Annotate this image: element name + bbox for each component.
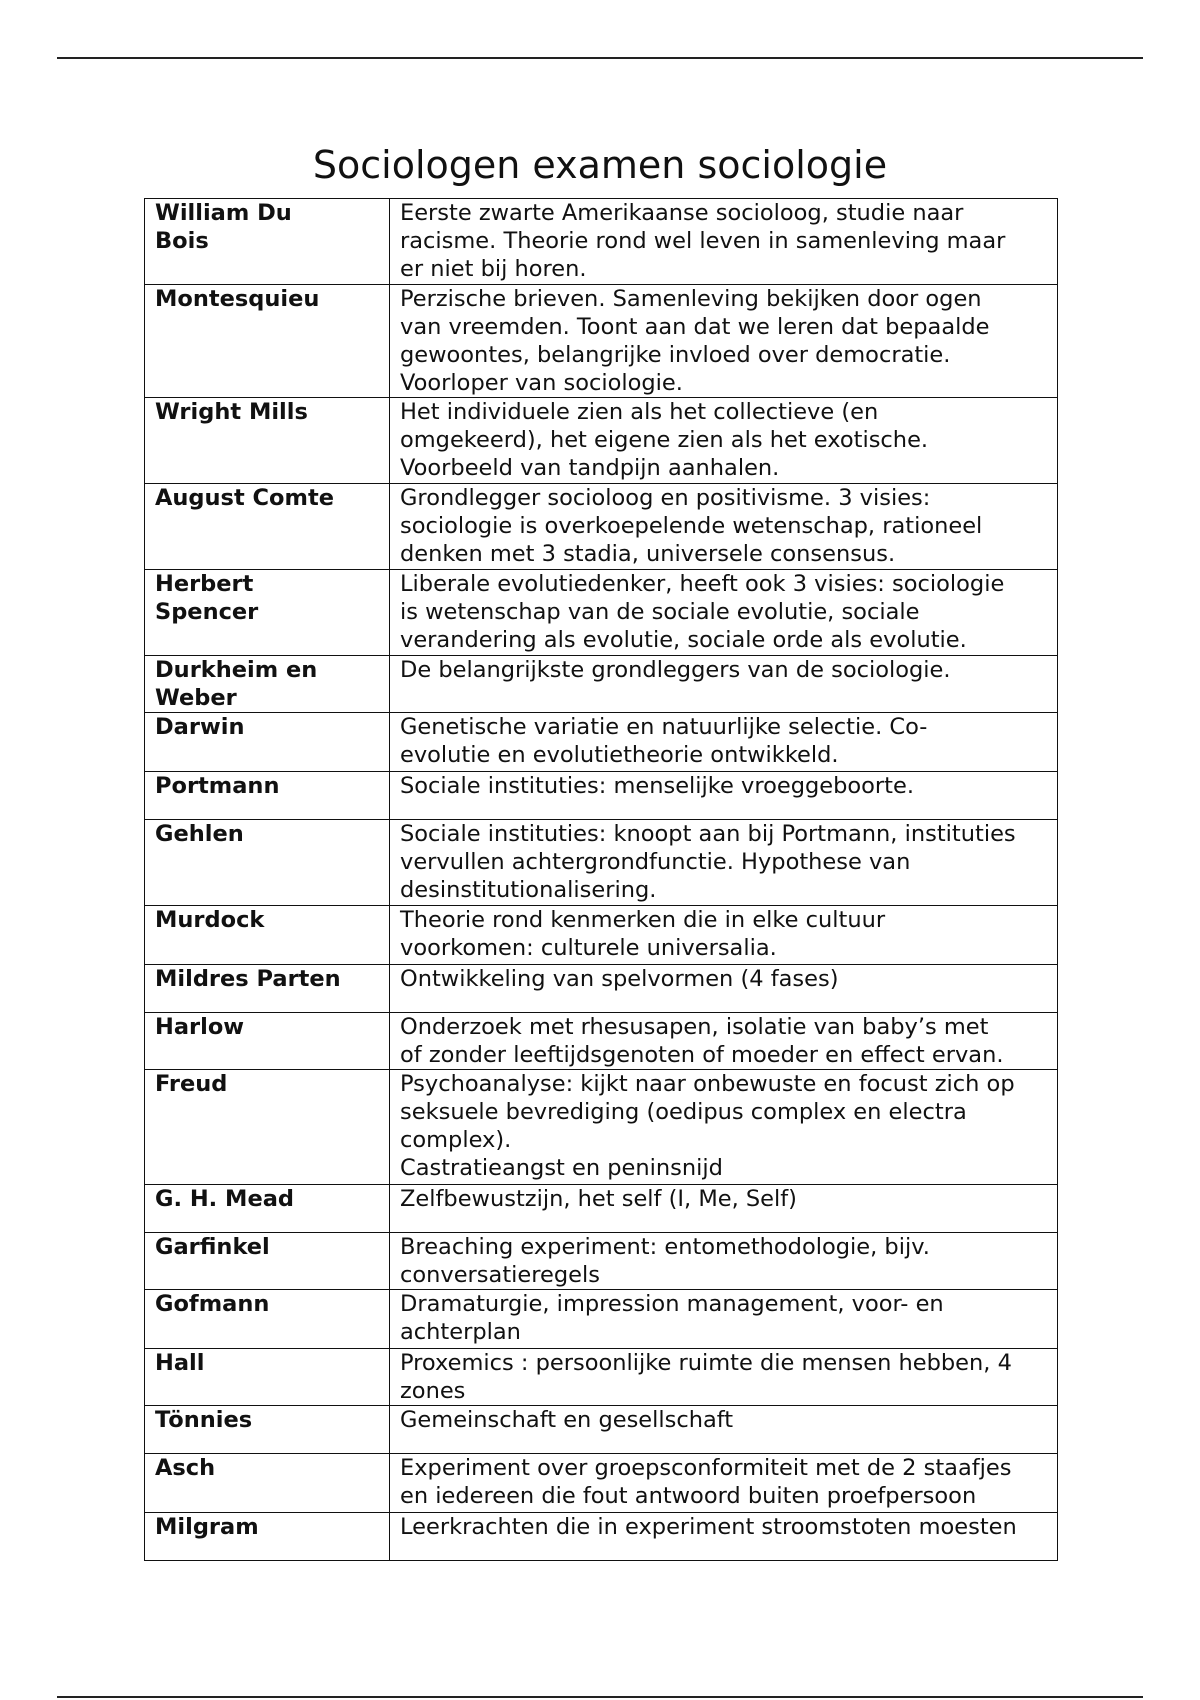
table-row bbox=[145, 713, 1058, 772]
sociologist-name: Murdock bbox=[155, 907, 265, 933]
table-row bbox=[145, 1290, 1058, 1349]
table-row bbox=[145, 570, 1058, 656]
sociologist-description-cell bbox=[390, 1013, 1058, 1070]
sociologist-description: Voorbeeld van tandpijn aanhalen. bbox=[400, 455, 780, 481]
sociologist-name-cell bbox=[145, 713, 390, 772]
sociologist-description: Het individuele zien als het collectieve (en bbox=[400, 399, 879, 425]
sociologist-name-cell bbox=[145, 1070, 390, 1185]
sociologist-name-cell bbox=[145, 1013, 390, 1070]
sociologist-description: complex). bbox=[400, 1127, 512, 1153]
sociologist-description: gewoontes, belangrijke invloed over democratie. bbox=[400, 342, 951, 368]
table-row bbox=[145, 772, 1058, 820]
sociologist-description-cell bbox=[390, 1454, 1058, 1513]
sociologist-description: of zonder leeftijdsgenoten of moeder en effect ervan. bbox=[400, 1042, 1004, 1068]
sociologist-name: G. H. Mead bbox=[155, 1186, 294, 1212]
sociologist-description: Onderzoek met rhesusapen, isolatie van baby’s met bbox=[400, 1014, 989, 1040]
sociologist-description: evolutie en evolutietheorie ontwikkeld. bbox=[400, 742, 839, 768]
sociologist-name-cell bbox=[145, 570, 390, 656]
sociologist-name: Gehlen bbox=[155, 821, 244, 847]
sociologist-description: racisme. Theorie rond wel leven in samenleving maar bbox=[400, 228, 1006, 254]
sociologist-description: Dramaturgie, impression management, voor- en bbox=[400, 1291, 944, 1317]
sociologist-name: Gofmann bbox=[155, 1291, 270, 1317]
sociologist-description-cell bbox=[390, 965, 1058, 1013]
sociologist-description-cell bbox=[390, 285, 1058, 398]
sociologist-name-cell bbox=[145, 199, 390, 285]
sociologist-description-cell bbox=[390, 772, 1058, 820]
sociologist-name-cell bbox=[145, 285, 390, 398]
sociologist-name: Spencer bbox=[155, 599, 259, 625]
sociologist-description: is wetenschap van de sociale evolutie, sociale bbox=[400, 599, 920, 625]
sociologist-description-cell bbox=[390, 1185, 1058, 1233]
footer-rule bbox=[57, 1696, 1143, 1698]
table-row bbox=[145, 656, 1058, 713]
sociologist-description: Grondlegger socioloog en positivisme. 3 visies: bbox=[400, 485, 931, 511]
sociologist-description: en iedereen die fout antwoord buiten proefpersoon bbox=[400, 1483, 977, 1509]
sociologist-description-cell bbox=[390, 906, 1058, 965]
sociologist-description-cell bbox=[390, 1349, 1058, 1406]
table-row bbox=[145, 1454, 1058, 1513]
sociologist-description: vervullen achtergrondfunctie. Hypothese van bbox=[400, 849, 911, 875]
sociologist-name-cell bbox=[145, 1185, 390, 1233]
sociologist-description-cell bbox=[390, 820, 1058, 906]
sociologist-name-cell bbox=[145, 965, 390, 1013]
sociologist-description: Proxemics : persoonlijke ruimte die mensen hebben, 4 bbox=[400, 1350, 1012, 1376]
sociologist-description: van vreemden. Toont aan dat we leren dat bepaalde bbox=[400, 314, 990, 340]
sociologist-description: Genetische variatie en natuurlijke selectie. Co- bbox=[400, 714, 928, 740]
sociologist-description: Ontwikkeling van spelvormen (4 fases) bbox=[400, 966, 839, 992]
sociologist-description: conversatieregels bbox=[400, 1262, 600, 1288]
table-row bbox=[145, 398, 1058, 484]
sociologist-name: Freud bbox=[155, 1071, 228, 1097]
sociologist-description: Leerkrachten die in experiment stroomstoten moesten bbox=[400, 1514, 1017, 1540]
table-row bbox=[145, 199, 1058, 285]
sociologist-description: De belangrijkste grondleggers van de sociologie. bbox=[400, 657, 951, 683]
sociologist-name-cell bbox=[145, 1290, 390, 1349]
sociologist-description-cell bbox=[390, 656, 1058, 713]
sociologist-description-cell bbox=[390, 1233, 1058, 1290]
sociologist-name: Herbert bbox=[155, 571, 254, 597]
sociologist-description-cell bbox=[390, 570, 1058, 656]
sociologist-description: Psychoanalyse: kijkt naar onbewuste en focust zich op bbox=[400, 1071, 1015, 1097]
sociologist-name: Darwin bbox=[155, 714, 245, 740]
sociologist-name-cell bbox=[145, 484, 390, 570]
sociologist-name: Montesquieu bbox=[155, 286, 320, 312]
sociologist-name: Garfinkel bbox=[155, 1234, 270, 1260]
sociologist-description: zones bbox=[400, 1378, 466, 1404]
sociologist-name: Tönnies bbox=[155, 1407, 253, 1433]
sociologist-name: William Du bbox=[155, 200, 292, 226]
sociologist-name: Portmann bbox=[155, 773, 280, 799]
table-row bbox=[145, 1013, 1058, 1070]
sociologist-name-cell bbox=[145, 398, 390, 484]
table-row bbox=[145, 1406, 1058, 1454]
sociologist-name-cell bbox=[145, 1406, 390, 1454]
table-row bbox=[145, 1070, 1058, 1185]
sociologist-description-cell bbox=[390, 1406, 1058, 1454]
table-row bbox=[145, 906, 1058, 965]
sociologist-name: Bois bbox=[155, 228, 209, 254]
sociologist-description: denken met 3 stadia, universele consensus. bbox=[400, 541, 896, 567]
sociologist-name: Durkheim en bbox=[155, 657, 318, 683]
sociologist-description: Liberale evolutiedenker, heeft ook 3 visies: sociologie bbox=[400, 571, 1005, 597]
sociologist-name-cell bbox=[145, 772, 390, 820]
sociologist-description: Gemeinschaft en gesellschaft bbox=[400, 1407, 734, 1433]
sociologist-name-cell bbox=[145, 906, 390, 965]
sociologist-description-cell bbox=[390, 199, 1058, 285]
sociologist-description-cell bbox=[390, 1290, 1058, 1349]
sociologist-description: Zelfbewustzijn, het self (I, Me, Self) bbox=[400, 1186, 797, 1212]
table-row bbox=[145, 965, 1058, 1013]
header-rule bbox=[57, 57, 1143, 59]
sociologist-description: Theorie rond kenmerken die in elke cultuur bbox=[400, 907, 886, 933]
sociologist-description-cell bbox=[390, 398, 1058, 484]
sociologist-name: Harlow bbox=[155, 1014, 245, 1040]
table-row bbox=[145, 484, 1058, 570]
sociologist-name: Wright Mills bbox=[155, 399, 308, 425]
sociologist-description: seksuele bevrediging (oedipus complex en electra bbox=[400, 1099, 967, 1125]
sociologists-table bbox=[144, 198, 1058, 1561]
table-row bbox=[145, 1233, 1058, 1290]
sociologist-name-cell bbox=[145, 1233, 390, 1290]
sociologist-description-cell bbox=[390, 713, 1058, 772]
table-row bbox=[145, 820, 1058, 906]
sociologist-description: verandering als evolutie, sociale orde als evolutie. bbox=[400, 627, 967, 653]
sociologist-name: Mildres Parten bbox=[155, 966, 341, 992]
sociologist-name-cell bbox=[145, 1349, 390, 1406]
table-row bbox=[145, 285, 1058, 398]
sociologist-description-cell bbox=[390, 484, 1058, 570]
table-row bbox=[145, 1349, 1058, 1406]
sociologist-description: voorkomen: culturele universalia. bbox=[400, 935, 777, 961]
table-row bbox=[145, 1513, 1058, 1561]
sociologist-description: Sociale instituties: menselijke vroeggeboorte. bbox=[400, 773, 914, 799]
sociologist-description-cell bbox=[390, 1513, 1058, 1561]
sociologist-name-cell bbox=[145, 820, 390, 906]
sociologist-name: Hall bbox=[155, 1350, 205, 1376]
sociologist-description-cell bbox=[390, 1070, 1058, 1185]
sociologist-description: desinstitutionalisering. bbox=[400, 877, 657, 903]
document-title: Sociologen examen sociologie bbox=[312, 143, 888, 187]
sociologist-description: sociologie is overkoepelende wetenschap, rationeel bbox=[400, 513, 983, 539]
sociologist-name-cell bbox=[145, 1513, 390, 1561]
sociologist-description: Eerste zwarte Amerikaanse socioloog, studie naar bbox=[400, 200, 964, 226]
sociologist-name: Weber bbox=[155, 685, 237, 711]
sociologist-name: Asch bbox=[155, 1455, 216, 1481]
sociologist-description: achterplan bbox=[400, 1319, 521, 1345]
sociologist-description: Sociale instituties: knoopt aan bij Portmann, instituties bbox=[400, 821, 1016, 847]
sociologist-name-cell bbox=[145, 1454, 390, 1513]
sociologist-description: Breaching experiment: entomethodologie, bijv. bbox=[400, 1234, 930, 1260]
sociologist-description: Perzische brieven. Samenleving bekijken door ogen bbox=[400, 286, 982, 312]
sociologist-description: omgekeerd), het eigene zien als het exotische. bbox=[400, 427, 929, 453]
sociologist-description: Experiment over groepsconformiteit met de 2 staafjes bbox=[400, 1455, 1012, 1481]
sociologist-name: August Comte bbox=[155, 485, 334, 511]
table-body bbox=[145, 199, 1058, 1561]
sociologist-name: Milgram bbox=[155, 1514, 259, 1540]
sociologist-description: er niet bij horen. bbox=[400, 256, 587, 282]
sociologist-name-cell bbox=[145, 656, 390, 713]
table-row bbox=[145, 1185, 1058, 1233]
sociologist-description: Voorloper van sociologie. bbox=[400, 370, 683, 396]
sociologist-description: Castratieangst en peninsnijd bbox=[400, 1155, 723, 1181]
